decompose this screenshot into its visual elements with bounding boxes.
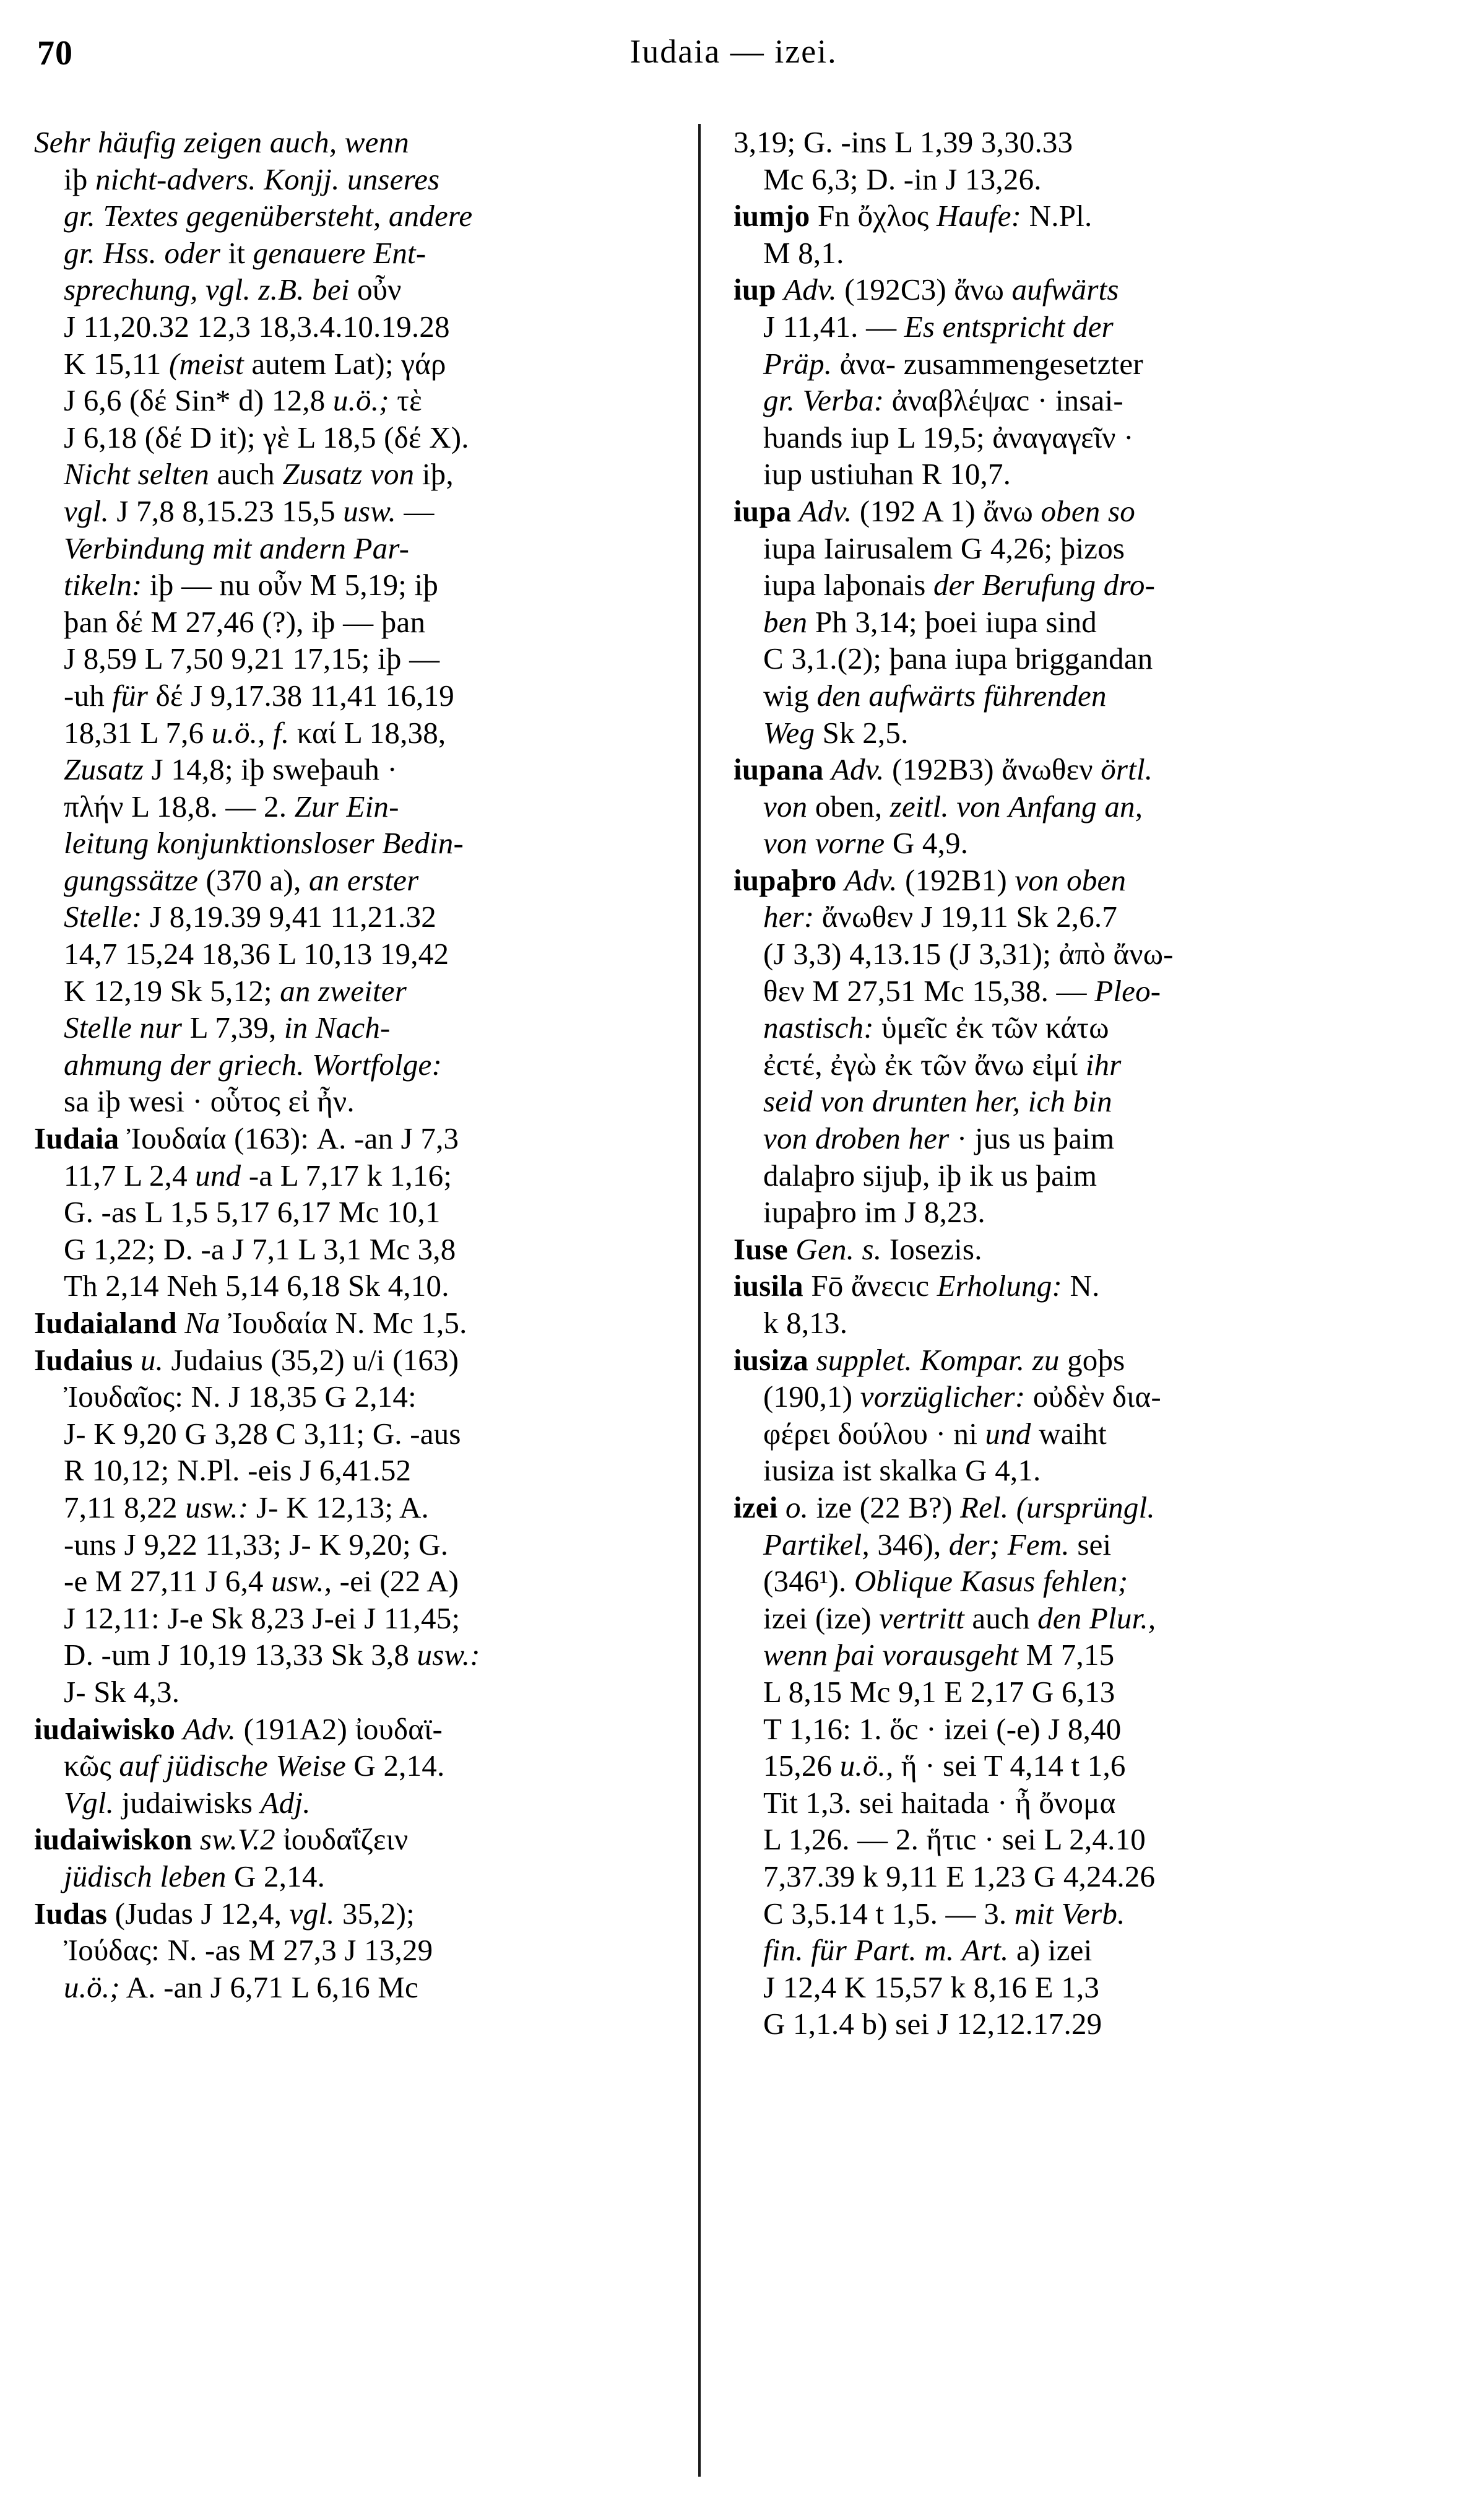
entry-line: -uns J 9,22 11,33; J- K 9,20; G. bbox=[64, 1527, 449, 1562]
entry-line: J- K 9,20 G 3,28 C 3,11; G. -aus bbox=[64, 1416, 461, 1451]
dictionary-entry bbox=[34, 1711, 699, 1822]
entry-line: -uh für δέ J 9,17.38 11,41 16,19 bbox=[64, 678, 454, 713]
headword: iudaiwiskon bbox=[34, 1822, 193, 1857]
gloss-text: der; bbox=[948, 1527, 1000, 1562]
dictionary-entry bbox=[734, 198, 1399, 271]
dictionary-entry bbox=[734, 862, 1399, 1231]
entry-line: D. -um J 10,19 13,33 Sk 3,8 usw.: bbox=[64, 1638, 480, 1672]
gloss-text: sprechung, bbox=[64, 272, 198, 307]
gloss-text: Nicht bbox=[64, 457, 131, 492]
gloss-text: u.ö., bbox=[211, 715, 266, 750]
gloss-text: Adv. bbox=[831, 752, 885, 787]
running-head bbox=[0, 25, 1467, 82]
headword: iudaiwisko bbox=[34, 1711, 176, 1746]
gloss-text: konjunktionsloser bbox=[156, 826, 374, 861]
gloss-text: Adv. bbox=[784, 272, 837, 307]
gloss-text: Es bbox=[904, 309, 935, 344]
entry-line: J 11,41. — Es entspricht der bbox=[763, 309, 1114, 344]
gloss-text: Textes bbox=[103, 199, 179, 233]
entry-first-line: Iudaius u. Judaius (35,2) u/i (163) bbox=[34, 1342, 459, 1377]
entry-line bbox=[34, 1046, 699, 1084]
dictionary-entry bbox=[734, 493, 1399, 751]
entry-line: gungssätze (370 a), an erster bbox=[64, 862, 419, 897]
entry-first-line bbox=[34, 124, 699, 161]
dictionary-entry bbox=[734, 1489, 1399, 2043]
gloss-text: her bbox=[908, 1121, 950, 1156]
gloss-text: an bbox=[280, 973, 311, 1008]
gloss-text: oben bbox=[1067, 862, 1127, 897]
entry-line: (J 3,3) 4,13.15 (J 3,31); ἀπὸ ἄνω- bbox=[763, 937, 1174, 971]
gloss-text: Konjj. bbox=[264, 162, 340, 196]
entry-line: iupaþro im J 8,23. bbox=[763, 1195, 985, 1230]
gloss-text: Ein- bbox=[346, 789, 399, 823]
headword: Iudaialand bbox=[34, 1306, 177, 1340]
entry-line: von vorne G 4,9. bbox=[763, 826, 969, 861]
gloss-text: Zur bbox=[294, 789, 339, 823]
entry-line: von droben her · jus us þaim bbox=[763, 1121, 1115, 1156]
entry-line: sa iþ wesi · οὗτος εἰ ἦν. bbox=[64, 1084, 355, 1119]
entry-line: J 11,20.32 12,3 18,3.4.10.19.28 bbox=[64, 309, 450, 344]
entry-line: M 8,1. bbox=[763, 235, 844, 270]
headword: iupaþro bbox=[734, 862, 837, 897]
gloss-text: Berufung bbox=[982, 568, 1096, 602]
entry-line: πλήν L 18,8. — 2. Zur Ein- bbox=[64, 789, 399, 823]
gloss-text: von bbox=[763, 826, 808, 861]
gloss-text: Partikel, bbox=[763, 1527, 870, 1562]
gloss-text: ich bbox=[1028, 1084, 1066, 1119]
entry-line: J- Sk 4,3. bbox=[64, 1674, 180, 1709]
entry-line: iupa laþonais der Berufung dro- bbox=[763, 568, 1156, 602]
gloss-text: leben bbox=[160, 1859, 227, 1893]
gloss-text: Adv. bbox=[798, 493, 852, 528]
entry-line: wig den aufwärts führenden bbox=[763, 678, 1107, 713]
gloss-text: von bbox=[763, 789, 808, 823]
gloss-text: fin. bbox=[763, 1933, 803, 1968]
entry-line: J 6,6 (δέ Sin* d) 12,8 u.ö.; τὲ bbox=[64, 383, 422, 418]
gloss-text: erster bbox=[347, 862, 419, 897]
headword: iupana bbox=[734, 752, 824, 787]
gloss-text: usw.: bbox=[185, 1490, 249, 1524]
gloss-text: Na bbox=[184, 1306, 220, 1340]
entry-line: J 6,18 (δέ D it); γὲ L 18,5 (δέ X). bbox=[64, 420, 469, 454]
entry-line: G 1,1.4 b) sei J 12,12.17.29 bbox=[763, 2007, 1102, 2041]
gloss-text: wenn bbox=[344, 125, 409, 159]
gloss-text: drunten bbox=[872, 1084, 967, 1119]
gloss-text: jüdisch bbox=[64, 1859, 152, 1893]
entry-line bbox=[734, 1083, 1399, 1120]
entry-line: Tit 1,3. sei haitada · ἦ ὄνομα bbox=[763, 1785, 1116, 1820]
gloss-text: an, bbox=[1104, 789, 1143, 823]
gloss-text: seid bbox=[763, 1084, 813, 1119]
entry-line: Ἰούδας: N. -as M 27,3 J 13,29 bbox=[64, 1933, 433, 1968]
running-head-title: Iudaia — izei. bbox=[630, 33, 837, 70]
entry-first-line: Iuse Gen. s. Iosezis. bbox=[734, 1232, 982, 1266]
right-column bbox=[734, 124, 1399, 2514]
gloss-text: örtl. bbox=[1101, 752, 1153, 787]
entry-first-line: iup Adv. (192C3) ἄνω aufwärts bbox=[734, 272, 1119, 307]
entry-line: Stelle nur L 7,39, in Nach- bbox=[64, 1010, 391, 1045]
entry-line: 7,37.39 k 9,11 E 1,23 G 4,24.26 bbox=[763, 1859, 1156, 1893]
entry-first-line: iupana Adv. (192B3) ἄνωθεν örtl. bbox=[734, 752, 1153, 787]
gloss-text: vorzüglicher: bbox=[860, 1379, 1026, 1414]
dictionary-entry bbox=[34, 1895, 699, 2006]
entry-line: J 12,11: J-e Sk 8,23 J-ei J 11,45; bbox=[64, 1601, 461, 1635]
gloss-text: Wortfolge: bbox=[312, 1047, 443, 1082]
gloss-text: von bbox=[763, 1121, 808, 1156]
gloss-text: Haufe: bbox=[936, 199, 1022, 233]
entry-line: u.ö.; A. -an J 6,71 L 6,16 Mc bbox=[64, 1970, 418, 2004]
gloss-text: selten bbox=[137, 457, 210, 492]
gloss-text: bin bbox=[1073, 1084, 1112, 1119]
gloss-text: der bbox=[933, 568, 974, 602]
gloss-text: u.ö., bbox=[839, 1749, 894, 1783]
gloss-text: Par- bbox=[353, 531, 410, 565]
entry-line: 18,31 L 7,6 u.ö., f. καί L 18,38, bbox=[64, 715, 446, 750]
entry-line: R 10,12; N.Pl. -eis J 6,41.52 bbox=[64, 1453, 412, 1488]
gloss-text: usw., bbox=[271, 1564, 332, 1599]
entry-line: 7,11 8,22 usw.: J- K 12,13; A. bbox=[64, 1490, 430, 1524]
gloss-text: Verb. bbox=[1061, 1896, 1125, 1931]
entry-first-line: iupa Adv. (192 A 1) ἄνω oben so bbox=[734, 493, 1135, 528]
gloss-text: Part. bbox=[854, 1933, 917, 1968]
gloss-text: Adj. bbox=[260, 1785, 311, 1820]
gloss-text: Adv. bbox=[183, 1711, 236, 1746]
gloss-text: auf bbox=[119, 1749, 158, 1783]
gloss-text: tikeln: bbox=[64, 568, 142, 602]
gloss-text: wenn bbox=[763, 1638, 828, 1672]
entry-line: her: ἄνωθεν J 19,11 Sk 2,6.7 bbox=[763, 900, 1118, 934]
entry-line: 11,7 L 2,4 und -a L 7,17 k 1,16; bbox=[64, 1158, 452, 1193]
gloss-text: Zusatz bbox=[282, 457, 363, 492]
gloss-text: ihr bbox=[1085, 1047, 1122, 1082]
gloss-text: in bbox=[283, 1010, 308, 1045]
entry-line: iusiza ist skalka G 4,1. bbox=[763, 1453, 1041, 1488]
gloss-text: zweiter bbox=[318, 973, 407, 1008]
gloss-text: dro- bbox=[1103, 568, 1156, 602]
entry-first-line: Iudaialand Na Ἰουδαία N. Mc 1,5. bbox=[34, 1306, 467, 1340]
gloss-text: (meist bbox=[168, 346, 244, 381]
gloss-text: an bbox=[308, 862, 340, 897]
gloss-text: den bbox=[816, 678, 861, 713]
gloss-text: u.ö.; bbox=[64, 1970, 120, 2004]
dictionary-entry bbox=[34, 1821, 699, 1895]
entry-first-line: izei o. ize (22 B?) Rel. (ursprüngl. bbox=[734, 1490, 1155, 1524]
entry-line: C 3,5.14 t 1,5. — 3. mit Verb. bbox=[763, 1896, 1125, 1931]
entry-line: izei (ize) vertritt auch den Plur., bbox=[763, 1601, 1156, 1635]
entry-line: k 8,13. bbox=[763, 1306, 848, 1340]
gloss-text: den bbox=[1037, 1601, 1082, 1635]
entry-first-line: Iudas (Judas J 12,4, vgl. 35,2); bbox=[34, 1896, 415, 1931]
headword: iusila bbox=[734, 1269, 803, 1303]
headword: iup bbox=[734, 272, 776, 307]
entry-line: Stelle: J 8,19.39 9,41 11,21.32 bbox=[64, 900, 436, 934]
gloss-text: usw.: bbox=[417, 1638, 480, 1672]
entry-line: ben Ph 3,14; þoei iupa sind bbox=[763, 604, 1097, 639]
gloss-text: Weise bbox=[275, 1749, 346, 1783]
gloss-text: Bedin- bbox=[382, 826, 464, 861]
gloss-text: von bbox=[820, 1084, 865, 1119]
gloss-text: sw.V.2 bbox=[199, 1822, 275, 1857]
gloss-text: Präp. bbox=[763, 346, 833, 381]
entry-line: von oben, zeitl. von Anfang an, bbox=[763, 789, 1143, 823]
entry-first-line: 3,19; G. -ins L 1,39 3,30.33 bbox=[734, 125, 1073, 159]
gloss-text: vgl. bbox=[289, 1896, 335, 1931]
gloss-text: Stelle bbox=[64, 1010, 132, 1045]
entry-line: sprechung, vgl. z.B. bei οὖν bbox=[64, 272, 402, 307]
gloss-text: von bbox=[1015, 862, 1059, 897]
gloss-text: Anfang bbox=[1008, 789, 1097, 823]
gloss-text: aufwärts bbox=[1011, 272, 1119, 307]
gloss-text: der bbox=[1073, 309, 1114, 344]
dictionary-entry bbox=[734, 751, 1399, 862]
gloss-text: vgl. bbox=[64, 493, 109, 528]
entry-first-line: iusiza supplet. Kompar. zu goþs bbox=[734, 1342, 1125, 1377]
entry-line: J 8,59 L 7,50 9,21 17,15; iþ — bbox=[64, 641, 440, 676]
left-column bbox=[34, 124, 699, 2514]
entry-line: 14,7 15,24 18,36 L 10,13 19,42 bbox=[64, 937, 449, 971]
entry-line: C 3,1.(2); þana iupa briggandan bbox=[763, 641, 1153, 676]
gloss-text: m. bbox=[924, 1933, 954, 1968]
entry-line: G. -as L 1,5 5,17 6,17 Mc 10,1 bbox=[64, 1195, 441, 1230]
entry-line bbox=[34, 825, 699, 862]
entry-line: Vgl. judaiwisks Adj. bbox=[64, 1785, 311, 1820]
gloss-text: u. bbox=[140, 1342, 164, 1377]
entry-line: gr. Hss. oder it genauere Ent- bbox=[64, 235, 426, 270]
entry-line: tikeln: iþ — nu οὖν M 5,19; iþ bbox=[64, 568, 439, 602]
gloss-text: f. bbox=[273, 715, 290, 750]
entry-line: Ἰουδαῖος: N. J 18,35 G 2,14: bbox=[64, 1379, 417, 1414]
dictionary-entry bbox=[734, 1267, 1399, 1341]
gloss-text: von bbox=[370, 457, 415, 492]
gloss-text: Zusatz bbox=[64, 752, 144, 787]
gloss-text: führenden bbox=[983, 678, 1107, 713]
gloss-text: zeigen bbox=[183, 125, 262, 159]
gloss-text: Verbindung bbox=[64, 531, 205, 565]
entry-first-line: iusila Fō ἄνεcιc Erholung: N. bbox=[734, 1269, 1100, 1303]
entry-line: gr. Verba: ἀναβλέψαc · insai- bbox=[763, 383, 1123, 418]
entry-first-line: iupaþro Adv. (192B1) von oben bbox=[734, 862, 1127, 897]
entry-line: dalaþro sijuþ, iþ ik us þaim bbox=[763, 1158, 1097, 1193]
gloss-text: mit bbox=[1014, 1896, 1054, 1931]
gloss-text: für bbox=[112, 678, 149, 713]
entry-line: Partikel, 346), der; Fem. sei bbox=[763, 1527, 1112, 1562]
entry-line: Präp. ἀνα- zusammengesetzter bbox=[763, 346, 1143, 381]
gloss-text: fehlen; bbox=[1042, 1564, 1128, 1599]
page-number: 70 bbox=[37, 34, 73, 72]
entry-line: Nicht selten auch Zusatz von iþ, bbox=[64, 457, 454, 492]
gloss-text: nur bbox=[139, 1010, 183, 1045]
entry-line: K 12,19 Sk 5,12; an zweiter bbox=[64, 973, 407, 1008]
gloss-text: gr. bbox=[763, 383, 795, 418]
gloss-text: entspricht bbox=[942, 309, 1065, 344]
entry-line: nastisch: ὑμεῖc ἐκ τῶν κάτω bbox=[763, 1010, 1109, 1045]
gloss-text: Rel. bbox=[959, 1490, 1009, 1524]
gloss-text: so bbox=[1107, 493, 1135, 528]
gloss-text: vorausgeht bbox=[882, 1638, 1019, 1672]
gloss-text: oben bbox=[1041, 493, 1101, 528]
gloss-text: häufig bbox=[98, 125, 176, 159]
gloss-text: her: bbox=[763, 900, 815, 934]
gloss-text: jüdische bbox=[166, 1749, 268, 1783]
gloss-text: ahmung bbox=[64, 1047, 163, 1082]
entry-line: ƕands iup L 19,5; ἀναγαγεῖν · bbox=[763, 420, 1134, 454]
dictionary-entry bbox=[34, 124, 699, 1120]
gloss-text: vertritt bbox=[879, 1601, 964, 1635]
gloss-text: Kompar. bbox=[920, 1342, 1025, 1377]
gloss-text: Plur., bbox=[1089, 1601, 1156, 1635]
gloss-text: gungssätze bbox=[64, 862, 199, 897]
entry-line: Th 2,14 Neh 5,14 6,18 Sk 4,10. bbox=[64, 1269, 449, 1303]
entry-line: vgl. J 7,8 8,15.23 15,5 usw. — bbox=[64, 493, 435, 528]
gloss-text: Gen. bbox=[795, 1232, 855, 1266]
gloss-text: Art. bbox=[961, 1933, 1009, 1968]
gloss-text: vgl. bbox=[206, 272, 251, 307]
entry-line: fin. für Part. m. Art. a) izei bbox=[763, 1933, 1093, 1968]
gloss-text: gr. bbox=[64, 199, 95, 233]
gloss-text: Erholung: bbox=[937, 1269, 1063, 1303]
gloss-text: supplet. bbox=[816, 1342, 912, 1377]
gloss-text: usw. bbox=[343, 493, 396, 528]
gloss-text: gr. bbox=[64, 235, 95, 270]
gloss-text: Verba: bbox=[802, 383, 885, 418]
entry-line: jüdisch leben G 2,14. bbox=[64, 1859, 326, 1893]
entry-line: K 15,11 (meist autem Lat); γάρ bbox=[64, 346, 446, 381]
entry-line: iup ustiuhan R 10,7. bbox=[763, 457, 1011, 492]
body-columns bbox=[0, 124, 1467, 2514]
gloss-text: Nach- bbox=[315, 1010, 391, 1045]
entry-line: wenn þai vorausgeht M 7,15 bbox=[763, 1638, 1115, 1672]
entry-line: κῶς auf jüdische Weise G 2,14. bbox=[64, 1749, 445, 1783]
entry-line: G 1,22; D. -a J 7,1 L 3,1 Mc 3,8 bbox=[64, 1232, 456, 1266]
gloss-text: Weg bbox=[763, 715, 815, 750]
gloss-text: Adv. bbox=[844, 862, 898, 897]
entry-first-line: iudaiwisko Adv. (191A2) ἰουδαϊ- bbox=[34, 1711, 443, 1746]
gloss-text: Fem. bbox=[1007, 1527, 1070, 1562]
headword: iumjo bbox=[734, 199, 810, 233]
gloss-text: oder bbox=[164, 235, 221, 270]
entry-first-line: iudaiwiskon sw.V.2 ἰουδαΐζειν bbox=[34, 1822, 409, 1857]
dictionary-entry bbox=[734, 271, 1399, 493]
entry-line: (346¹). Oblique Kasus fehlen; bbox=[763, 1564, 1128, 1599]
gloss-text: gegenübersteht, bbox=[186, 199, 381, 233]
gloss-text: aufwärts bbox=[868, 678, 976, 713]
gloss-text: der bbox=[170, 1047, 211, 1082]
gloss-text: Vgl. bbox=[64, 1785, 115, 1820]
gloss-text: zeitl. bbox=[889, 789, 949, 823]
gloss-text: für bbox=[811, 1933, 847, 1968]
dictionary-entry bbox=[34, 1120, 699, 1305]
headword: izei bbox=[734, 1490, 778, 1524]
gloss-text: und bbox=[985, 1416, 1031, 1451]
gloss-text: Kasus bbox=[960, 1564, 1036, 1599]
gloss-text: auch, bbox=[269, 125, 337, 159]
gloss-text: und bbox=[195, 1158, 241, 1193]
gloss-text: bei bbox=[312, 272, 350, 307]
gloss-text: andern bbox=[259, 531, 347, 565]
dictionary-entry bbox=[34, 1342, 699, 1711]
dictionary-entry bbox=[734, 1342, 1399, 1489]
gloss-text: von bbox=[956, 789, 1001, 823]
gloss-text: o. bbox=[785, 1490, 809, 1524]
entry-line: φέρει δούλου · ni und waiht bbox=[763, 1416, 1107, 1451]
headword: iusiza bbox=[734, 1342, 808, 1377]
headword: Iuse bbox=[734, 1232, 788, 1266]
entry-first-line: Iudaia Ἰουδαία (163): A. -an J 7,3 bbox=[34, 1121, 459, 1156]
gloss-text: unseres bbox=[347, 162, 440, 196]
gloss-text: griech. bbox=[218, 1047, 305, 1082]
gloss-text: þai bbox=[835, 1638, 875, 1672]
gloss-text: zu bbox=[1032, 1342, 1060, 1377]
gloss-text: genauere bbox=[253, 235, 366, 270]
gloss-text: u.ö.; bbox=[332, 383, 389, 418]
gloss-text: Hss. bbox=[103, 235, 157, 270]
headword: iupa bbox=[734, 493, 792, 528]
dictionary-entry bbox=[34, 1305, 699, 1342]
gloss-text: leitung bbox=[64, 826, 149, 861]
entry-line: Weg Sk 2,5. bbox=[763, 715, 909, 750]
dictionary-entry bbox=[734, 124, 1399, 198]
entry-line: (190,1) vorzüglicher: οὐδὲν δια- bbox=[763, 1379, 1161, 1414]
gloss-text: mit bbox=[212, 531, 252, 565]
entry-line: L 8,15 Mc 9,1 E 2,17 G 6,13 bbox=[763, 1674, 1115, 1709]
gloss-text: s. bbox=[862, 1232, 882, 1266]
entry-line: ἐcτέ, ἐγὼ ἐκ τῶν ἄνω εἰμί ihr bbox=[763, 1047, 1122, 1082]
entry-line: þan δέ M 27,46 (?), iþ — þan bbox=[64, 604, 426, 639]
gloss-text: nicht-advers. bbox=[95, 162, 256, 196]
gloss-text: vorne bbox=[815, 826, 885, 861]
entry-line: T 1,16: 1. ὅc · izei (-e) J 8,40 bbox=[763, 1711, 1122, 1746]
gloss-text: Ent- bbox=[373, 235, 426, 270]
gloss-text: Oblique bbox=[854, 1564, 953, 1599]
entry-line: -e M 27,11 J 6,4 usw., -ei (22 A) bbox=[64, 1564, 459, 1599]
entry-line: iupa Iairusalem G 4,26; þizos bbox=[763, 531, 1125, 565]
gloss-text: nastisch: bbox=[763, 1010, 874, 1045]
entry-line: J 12,4 K 15,57 k 8,16 E 1,3 bbox=[763, 1970, 1100, 2004]
headword: Iudaius bbox=[34, 1342, 133, 1377]
entry-first-line: iumjo Fn ὄχλος Haufe: N.Pl. bbox=[734, 199, 1093, 233]
dictionary-entry bbox=[734, 1231, 1399, 1268]
entry-line: 15,26 u.ö., ἥ · sei T 4,14 t 1,6 bbox=[763, 1749, 1126, 1783]
gloss-text: Pleo- bbox=[1094, 973, 1161, 1008]
entry-line: Zusatz J 14,8; iþ sweþauh · bbox=[64, 752, 398, 787]
entry-line bbox=[34, 530, 699, 567]
entry-line bbox=[34, 198, 699, 235]
gloss-text: andere bbox=[388, 199, 473, 233]
entry-line: Mc 6,3; D. -in J 13,26. bbox=[763, 162, 1042, 196]
gloss-text: z.B. bbox=[258, 272, 305, 307]
gloss-text: (ursprüngl. bbox=[1016, 1490, 1155, 1524]
gloss-text: droben bbox=[815, 1121, 901, 1156]
entry-line: θεν M 27,51 Mc 15,38. — Pleo- bbox=[763, 973, 1161, 1008]
headword: Iudas bbox=[34, 1896, 108, 1931]
entry-line: iþ nicht-advers. Konjj. unseres bbox=[64, 162, 440, 196]
headword: Iudaia bbox=[34, 1121, 119, 1156]
gloss-text: Stelle: bbox=[64, 900, 142, 934]
gloss-text: her, bbox=[975, 1084, 1021, 1119]
gloss-text: Sehr bbox=[34, 125, 90, 159]
entry-line: L 1,26. — 2. ἥτιc · sei L 2,4.10 bbox=[763, 1822, 1146, 1857]
gloss-text: ben bbox=[763, 604, 808, 639]
